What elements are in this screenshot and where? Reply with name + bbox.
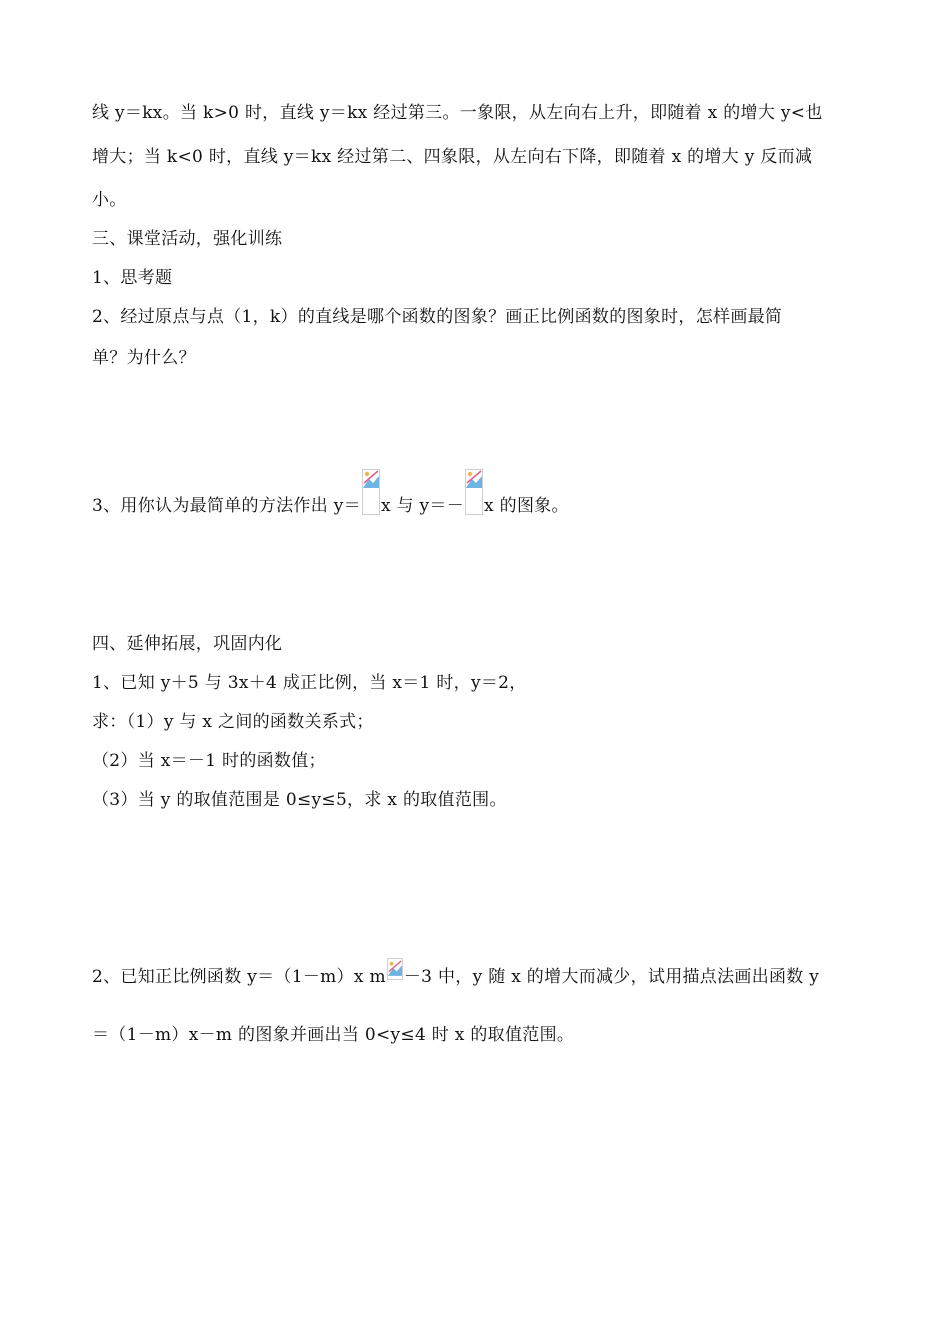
question-1-label: 1、思考题: [92, 268, 173, 288]
broken-image-icon: [362, 469, 380, 515]
question-3: [92, 494, 569, 518]
question-3-text-c: x 的图象。: [484, 496, 569, 516]
paragraph-line-3: 小。: [92, 190, 127, 210]
question-2-line-2: 单？为什么？: [92, 348, 196, 368]
paragraph-line-2: 增大；当 k<0 时，直线 y＝kx 经过第二、四象限，从左向右下降，即随着 x 的增大 y 反而减: [92, 147, 813, 167]
broken-image-icon: [387, 958, 403, 980]
section4-question-2-line-1: [92, 958, 819, 989]
question-2-line-1: 2、经过原点与点（1，k）的直线是哪个函数的图象？画正比例函数的图象时，怎样画最简: [92, 307, 783, 327]
section4-question-2-text-b: －3 中，y 随 x 的增大而减少，试用描点法画出函数 y: [403, 967, 820, 987]
section-heading-4: 四、延伸拓展，巩固内化: [92, 634, 283, 654]
question-3-text-a: 3、用你认为最简单的方法作出 y＝: [92, 496, 361, 516]
section4-question-2-line-2: ＝（1－m）x－m 的图象并画出当 0<y≤4 时 x 的取值范围。: [92, 1025, 575, 1045]
section-heading-3: 三、课堂活动，强化训练: [92, 229, 283, 249]
section4-question-2-text-a: 2、已知正比例函数 y＝（1－m）x m: [92, 967, 386, 987]
broken-image-icon: [465, 469, 483, 515]
section4-question-1: 1、已知 y＋5 与 3x＋4 成正比例，当 x＝1 时，y＝2，: [92, 673, 527, 693]
section4-question-1-sub-1: 求：（1）y 与 x 之间的函数关系式；: [92, 712, 374, 732]
section4-question-1-sub-2: （2）当 x＝－1 时的函数值；: [92, 751, 326, 771]
question-3-text-b: x 与 y＝－: [380, 496, 465, 516]
paragraph-line-1: 线 y＝kx。当 k>0 时，直线 y＝kx 经过第三。一象限，从左向右上升，即随着 x 的增大 y<也: [92, 103, 823, 123]
section4-question-1-sub-3: （3）当 y 的取值范围是 0≤y≤5，求 x 的取值范围。: [92, 790, 507, 810]
